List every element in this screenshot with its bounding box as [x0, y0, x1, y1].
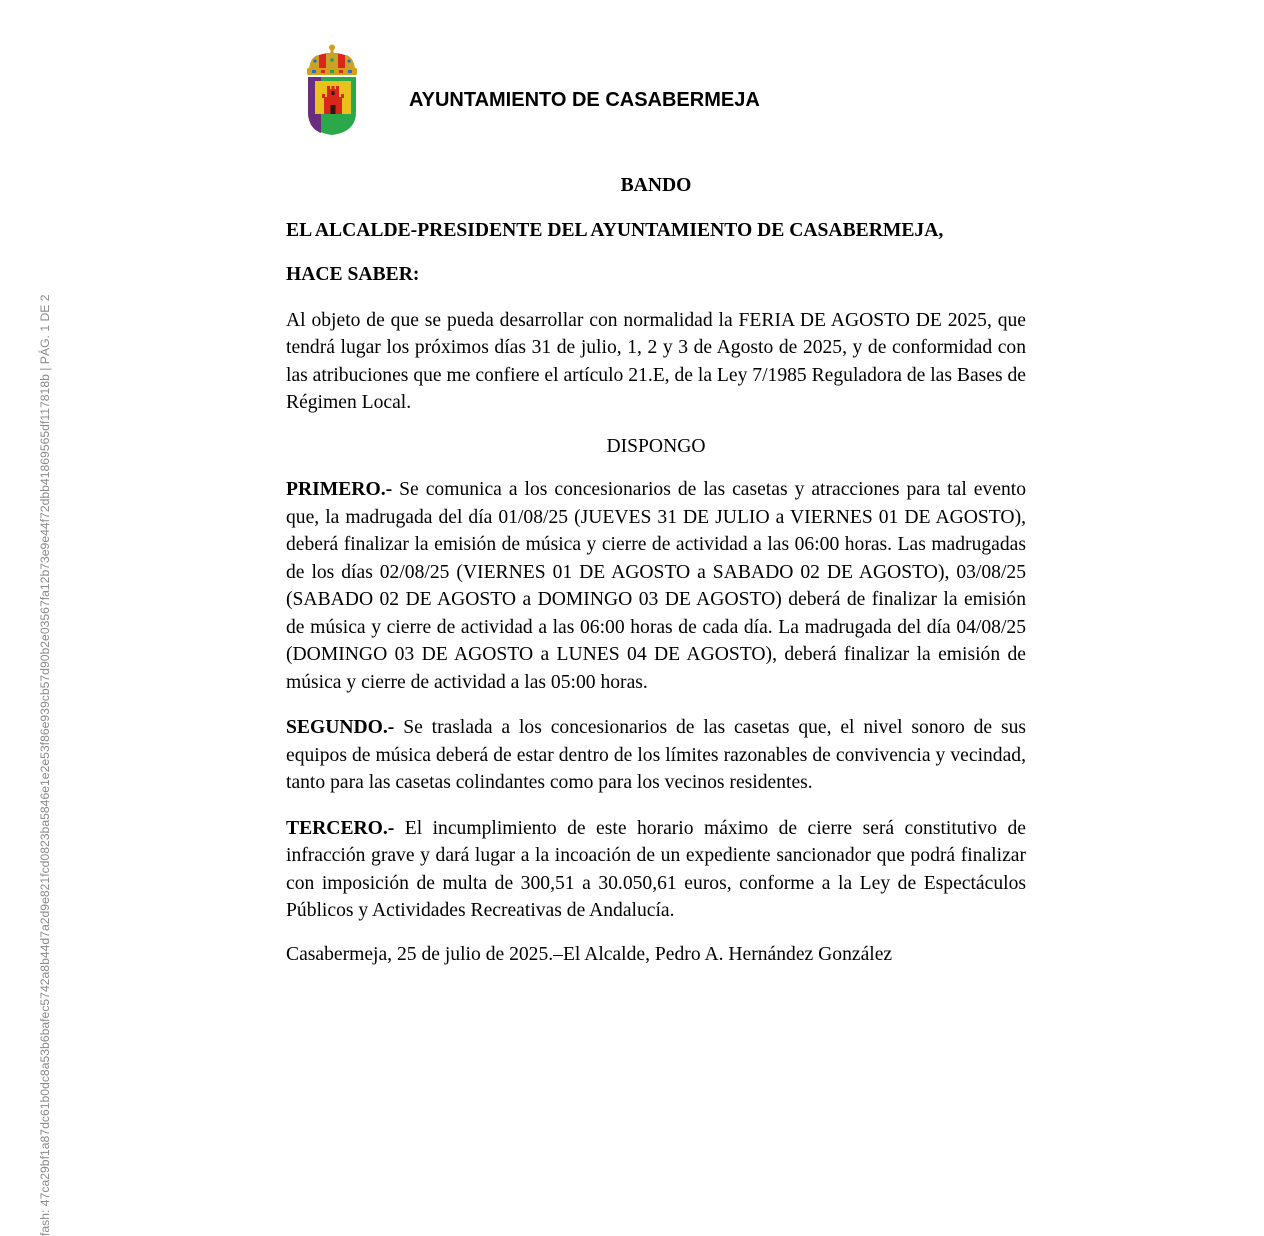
segundo-label: SEGUNDO.- — [286, 717, 395, 738]
tercero-label: TERCERO.- — [286, 817, 395, 839]
primero-paragraph — [286, 476, 1026, 696]
issuer-line: EL ALCALDE-PRESIDENTE DEL AYUNTAMIENTO DE CASABERMEJA, — [286, 219, 944, 241]
dispongo-heading: DISPONGO — [606, 435, 706, 457]
intro-paragraph: Al objeto de que se pueda desarrollar con normalidad la FERIA DE AGOSTO DE 2025, que tendrá lugar los próximos días 31 de julio, 1, 2 y 3 de Agosto de 2025, y de conformidad con las atribuciones que me confiere el artículo 21.E, de la Ley 7/1985 Reguladora de las Bases de Régimen Local. — [286, 309, 1026, 413]
coat-of-arms-icon — [305, 44, 359, 136]
tercero-paragraph — [286, 815, 1026, 925]
document-hash-footnote: fash: 47ca29bf1a87dc61b0dc8a53b6bafec5742a8b44d7a2d9e821fcd0823ba5846e1e2e53f86e939cb57d90b2e03567fa12b73e9e44f72dbb41869565df117818b | PÁG. 1 DE 2 — [38, 294, 52, 1236]
segundo-paragraph — [286, 714, 1026, 797]
primero-label: PRIMERO.- — [286, 479, 393, 500]
tercero-text: El incumplimiento de este horario máximo de cierre será constitutivo de infracción grave y dará lugar a la incoación de un expediente sancionador que podrá finalizar con imposición de multa de 300,51 a 30.050,61 euros, conforme a la Ley de Espectáculos Públicos y Actividades Recreativas de Andalucía. — [286, 817, 1026, 921]
primero-text: Se comunica a los concesionarios de las casetas y atracciones para tal evento que, la madrugada del día 01/08/25 (JUEVES 31 DE JULIO a VIERNES 01 DE AGOSTO), deberá finalizar la emisión de música y cierre de actividad a las 06:00 horas. Las madrugadas de los días 02/08/25 (VIERNES 01 DE AGOSTO a SABADO 02 DE AGOSTO), 03/08/25 (SABADO 02 DE AGOSTO a DOMINGO 03 DE AGOSTO) deberá de finalizar la emisión de música y cierre de actividad a las 06:00 horas de cada día. La madrugada del día 04/08/25 (DOMINGO 03 DE AGOSTO a LUNES 04 DE AGOSTO), deberá finalizar la emisión de música y cierre de actividad a las 05:00 horas. — [286, 479, 1026, 693]
hace-saber-line: HACE SABER: — [286, 264, 420, 285]
signature-line: Casabermeja, 25 de julio de 2025.–El Alcalde, Pedro A. Hernández González — [286, 943, 893, 965]
document-body — [286, 172, 1026, 968]
segundo-text: Se traslada a los concesionarios de las casetas que, el nivel sonoro de sus equipos de música deberá de estar dentro de los límites razonables de convivencia y vecindad, tanto para las casetas colindantes como para los vecinos residentes. — [286, 717, 1026, 793]
document-title: BANDO — [620, 175, 692, 196]
organization-name: AYUNTAMIENTO DE CASABERMEJA — [409, 89, 760, 111]
